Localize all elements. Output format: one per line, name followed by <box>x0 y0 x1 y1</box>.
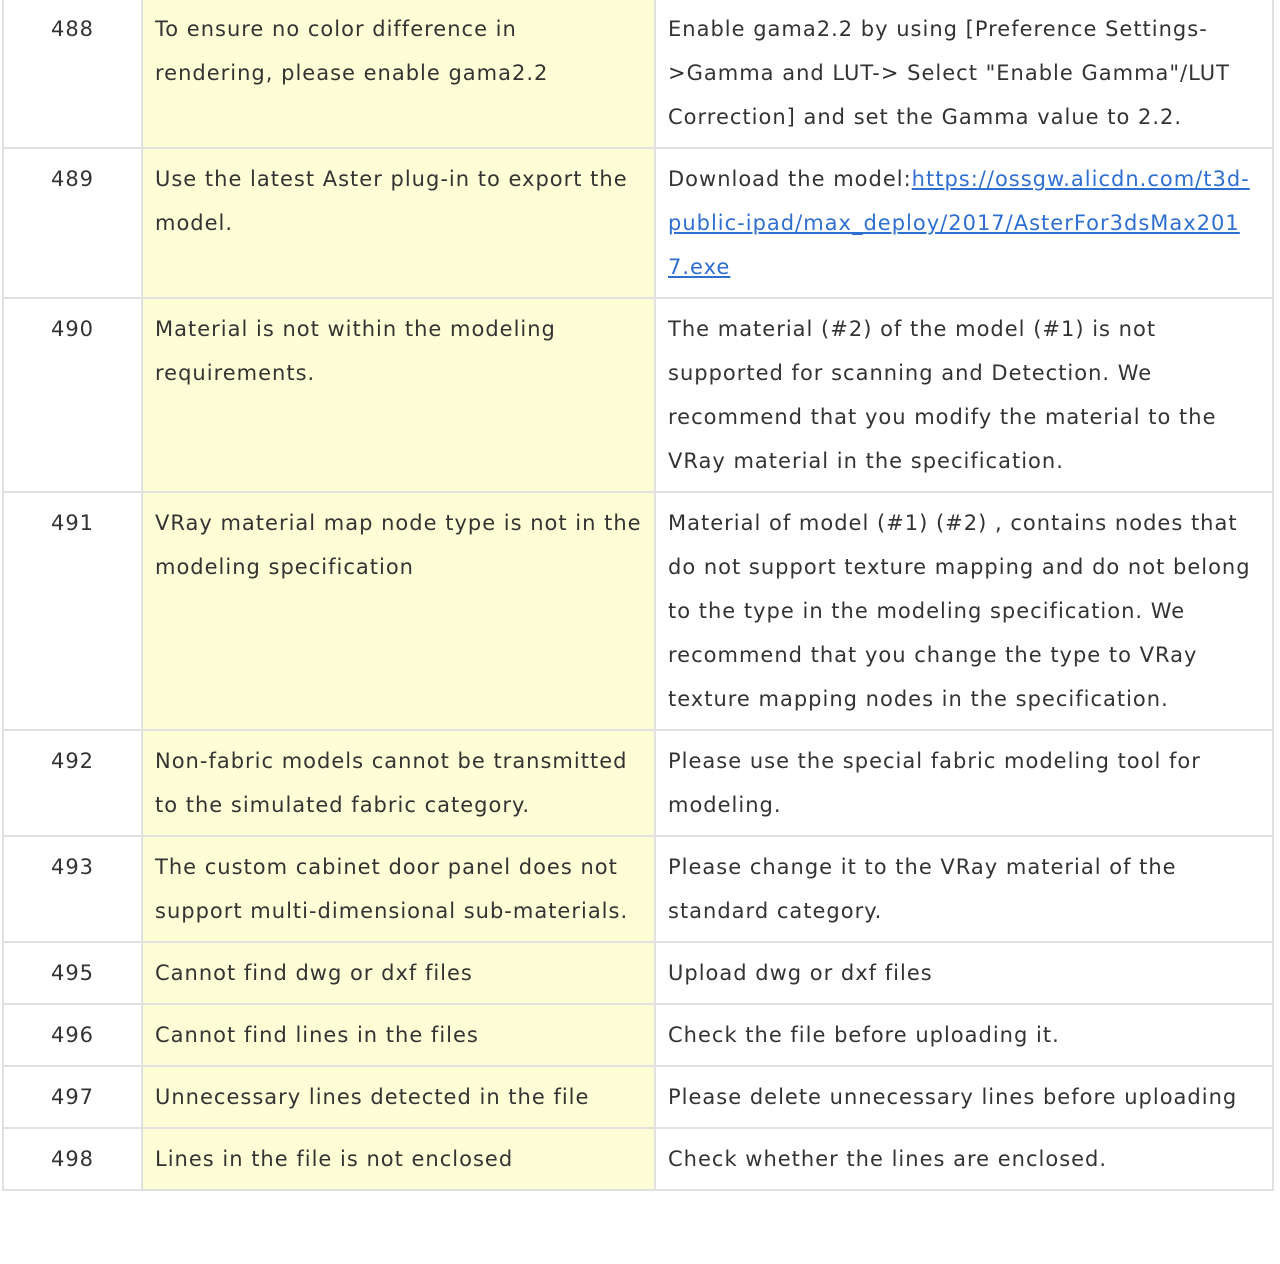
error-code: 488 <box>3 0 142 148</box>
table-row <box>3 836 1273 942</box>
error-description: Material is not within the modeling requirements. <box>142 298 655 492</box>
error-solution: Please use the special fabric modeling tool for modeling. <box>655 730 1273 836</box>
error-description: The custom cabinet door panel does not support multi-dimensional sub-materials. <box>142 836 655 942</box>
error-description: Lines in the file is not enclosed <box>142 1128 655 1190</box>
error-solution: Please change it to the VRay material of the standard category. <box>655 836 1273 942</box>
error-code: 497 <box>3 1066 142 1128</box>
table-row <box>3 1004 1273 1066</box>
error-code: 495 <box>3 942 142 1004</box>
error-solution <box>655 148 1273 298</box>
error-description: Cannot find dwg or dxf files <box>142 942 655 1004</box>
error-description: Cannot find lines in the files <box>142 1004 655 1066</box>
error-solution: Material of model (#1) (#2) , contains nodes that do not support texture mapping and do not belong to the type in the modeling specification. We recommend that you change the type to VRay texture mapping nodes in the specification. <box>655 492 1273 730</box>
solution-text: Download the model: <box>668 167 912 191</box>
table-row <box>3 942 1273 1004</box>
error-code: 491 <box>3 492 142 730</box>
error-code: 496 <box>3 1004 142 1066</box>
error-solution: Check the file before uploading it. <box>655 1004 1273 1066</box>
error-description: Non-fabric models cannot be transmitted to the simulated fabric category. <box>142 730 655 836</box>
table-row <box>3 1066 1273 1128</box>
error-solution: Enable gama2.2 by using [Preference Settings->Gamma and LUT-> Select "Enable Gamma"/LUT Correction] and set the Gamma value to 2.2. <box>655 0 1273 148</box>
table-row <box>3 492 1273 730</box>
error-code-table <box>2 0 1274 1191</box>
error-code: 493 <box>3 836 142 942</box>
table-row <box>3 1128 1273 1190</box>
error-description: Unnecessary lines detected in the file <box>142 1066 655 1128</box>
error-code: 490 <box>3 298 142 492</box>
table-row <box>3 0 1273 148</box>
table-row <box>3 148 1273 298</box>
error-description: Use the latest Aster plug-in to export the model. <box>142 148 655 298</box>
error-code: 489 <box>3 148 142 298</box>
table-row <box>3 730 1273 836</box>
error-solution: The material (#2) of the model (#1) is not supported for scanning and Detection. We recommend that you modify the material to the VRay material in the specification. <box>655 298 1273 492</box>
error-description: VRay material map node type is not in the modeling specification <box>142 492 655 730</box>
error-solution: Check whether the lines are enclosed. <box>655 1128 1273 1190</box>
error-code: 498 <box>3 1128 142 1190</box>
download-link[interactable]: https://ossgw.alicdn.com/t3d-public-ipad/max_deploy/2017/AsterFor3dsMax2017.exe <box>668 167 1250 279</box>
error-code: 492 <box>3 730 142 836</box>
error-solution: Upload dwg or dxf files <box>655 942 1273 1004</box>
error-solution: Please delete unnecessary lines before uploading <box>655 1066 1273 1128</box>
table-row <box>3 298 1273 492</box>
error-description: To ensure no color difference in rendering, please enable gama2.2 <box>142 0 655 148</box>
